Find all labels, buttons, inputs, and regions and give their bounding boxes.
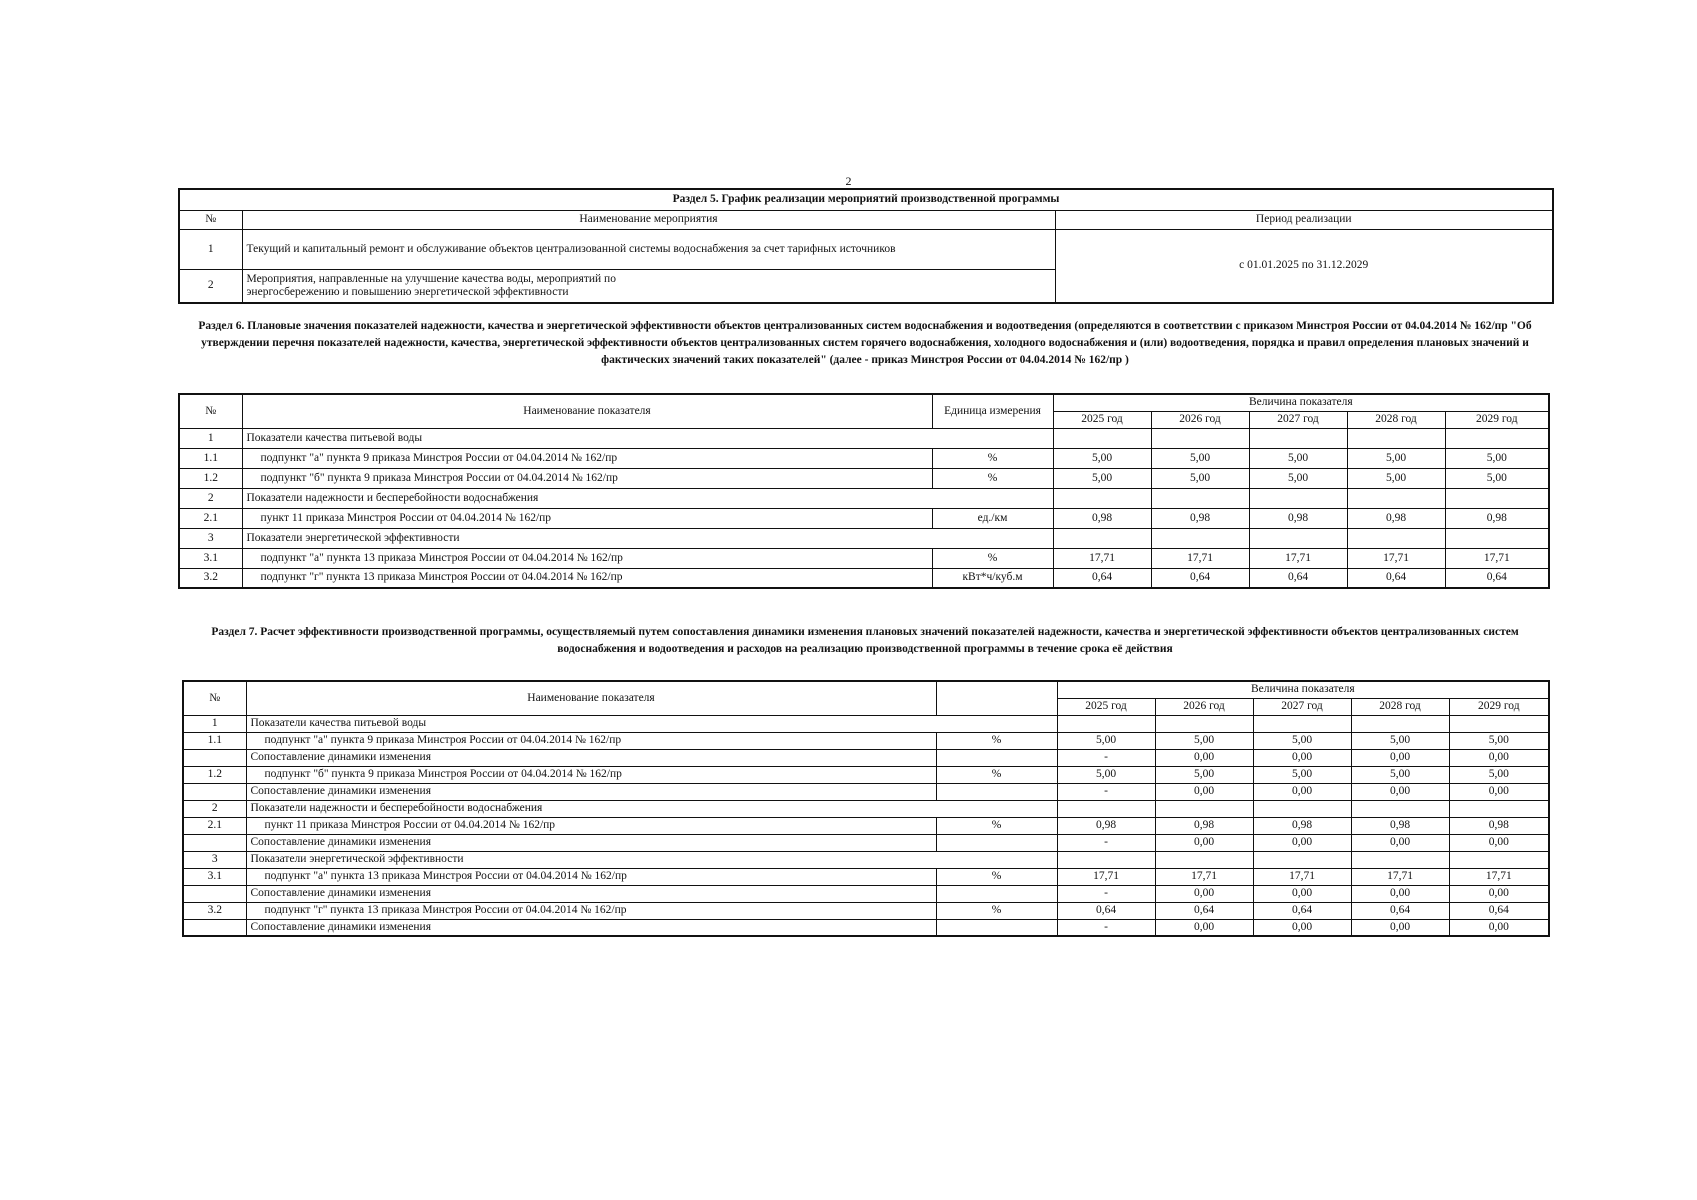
year-header: 2028 год (1351, 698, 1449, 715)
group-name: Показатели качества питьевой воды (242, 428, 1053, 448)
indicator-name: Сопоставление динамики изменения (246, 783, 936, 800)
row-number: 1 (179, 428, 242, 448)
section7-table (182, 680, 1550, 937)
section7-title: Раздел 7. Расчет эффективности производственной программы, осуществляемый путем сопоставления динамики изменения плановых значений показателей надежности, качества и энергетической эффективности объектов централизованных систем водоснабжения и водоотведения и расходов на реализацию производственной программы в течение срока её действия (211, 626, 1519, 655)
value-cell: 17,71 (1347, 548, 1445, 568)
value-cell: 0,98 (1347, 508, 1445, 528)
empty-cell (1249, 528, 1347, 548)
group-row (183, 715, 1549, 732)
empty-cell (1151, 428, 1249, 448)
year-header: 2029 год (1445, 411, 1549, 428)
empty-cell (1347, 488, 1445, 508)
table-row (183, 749, 1549, 766)
unit-cell (936, 834, 1057, 851)
row-number: 3.2 (183, 902, 246, 919)
value-cell: 0,98 (1053, 508, 1151, 528)
value-cell: 5,00 (1057, 766, 1155, 783)
table-row (183, 902, 1549, 919)
row-number (183, 834, 246, 851)
value-cell: 0,98 (1057, 817, 1155, 834)
group-name: Показатели энергетической эффективности (242, 528, 1053, 548)
unit-cell (936, 749, 1057, 766)
empty-cell (1449, 800, 1549, 817)
value-cell: 5,00 (1155, 732, 1253, 749)
period-value: с 01.01.2025 по 31.12.2029 (1055, 229, 1553, 303)
row-number: 2 (183, 800, 246, 817)
empty-cell (1053, 488, 1151, 508)
value-cell: 5,00 (1347, 468, 1445, 488)
col-no-header: № (183, 681, 246, 715)
empty-cell (1253, 851, 1351, 868)
value-cell: 17,71 (1249, 548, 1347, 568)
empty-cell (1155, 800, 1253, 817)
table-row (183, 783, 1549, 800)
indicator-name: Сопоставление динамики изменения (246, 919, 936, 936)
value-cell: 0,00 (1253, 919, 1351, 936)
row-number (183, 919, 246, 936)
value-cell: 5,00 (1445, 468, 1549, 488)
section6-table (178, 393, 1550, 589)
col-value-header: Величина показателя (1057, 681, 1549, 698)
value-cell: 5,00 (1449, 766, 1549, 783)
value-cell: 0,00 (1449, 783, 1549, 800)
section5-table (178, 188, 1554, 304)
col-value-header: Величина показателя (1053, 394, 1549, 411)
group-name: Показатели энергетической эффективности (246, 851, 1057, 868)
col-period-header: Период реализации (1055, 210, 1553, 229)
empty-cell (1053, 528, 1151, 548)
row-number (183, 885, 246, 902)
row-number: 2 (179, 488, 242, 508)
value-cell: 0,00 (1351, 749, 1449, 766)
empty-cell (1151, 528, 1249, 548)
value-cell: 0,00 (1155, 749, 1253, 766)
indicator-name: Сопоставление динамики изменения (246, 885, 936, 902)
group-name: Показатели надежности и бесперебойности водоснабжения (246, 800, 1057, 817)
empty-cell (1347, 428, 1445, 448)
col-unit-header-blank (936, 681, 1057, 715)
unit-cell: % (932, 548, 1053, 568)
section7-body (183, 715, 1549, 936)
value-cell: 17,71 (1445, 548, 1549, 568)
value-cell: - (1057, 885, 1155, 902)
indicator-name: подпункт "а" пункта 13 приказа Минстроя России от 04.04.2014 № 162/пр (242, 548, 932, 568)
value-cell: 0,98 (1253, 817, 1351, 834)
value-cell: 5,00 (1347, 448, 1445, 468)
value-cell: 0,00 (1351, 919, 1449, 936)
col-no-header: № (179, 210, 242, 229)
table-row (183, 919, 1549, 936)
year-header: 2025 год (1053, 411, 1151, 428)
row-number: 2.1 (179, 508, 242, 528)
empty-cell (1155, 715, 1253, 732)
section6-title: Раздел 6. Плановые значения показателей надежности, качества и энергетической эффективности объектов централизованных систем водоснабжения и водоотведения (определяются в соответствии с приказом Минстроя России от 04.04.2014 № 162/пр "Об утверждении перечня показателей надежности, качества, энергетической эффективности объектов централизованных систем горячего водоснабжения, холодного водоснабжения и (или) водоотведения, порядка и правил определения плановых значений и фактических значений таких показателей" (далее - приказ Минстроя России от 04.04.2014 № 162/пр ) (198, 320, 1532, 366)
page-number: 2 (845, 174, 852, 188)
indicator-name: пункт 11 приказа Минстроя России от 04.04.2014 № 162/пр (242, 508, 932, 528)
year-header: 2026 год (1151, 411, 1249, 428)
unit-cell: % (932, 468, 1053, 488)
value-cell: 0,00 (1253, 749, 1351, 766)
empty-cell (1249, 428, 1347, 448)
value-cell: 5,00 (1253, 732, 1351, 749)
empty-cell (1057, 851, 1155, 868)
unit-cell (936, 919, 1057, 936)
value-cell: 5,00 (1249, 468, 1347, 488)
value-cell: 0,00 (1449, 834, 1549, 851)
row-number: 1.2 (179, 468, 242, 488)
section5-title: Раздел 5. График реализации мероприятий производственной программы (179, 189, 1553, 210)
group-name: Показатели надежности и бесперебойности водоснабжения (242, 488, 1053, 508)
group-row (179, 428, 1549, 448)
col-no-header: № (179, 394, 242, 428)
unit-cell: % (936, 732, 1057, 749)
table-row (179, 448, 1549, 468)
unit-cell: % (932, 448, 1053, 468)
value-cell: 0,98 (1249, 508, 1347, 528)
value-cell: 0,98 (1445, 508, 1549, 528)
value-cell: 5,00 (1249, 448, 1347, 468)
empty-cell (1445, 428, 1549, 448)
indicator-name: подпункт "г" пункта 13 приказа Минстроя России от 04.04.2014 № 162/пр (242, 568, 932, 588)
indicator-name: подпункт "г" пункта 13 приказа Минстроя России от 04.04.2014 № 162/пр (246, 902, 936, 919)
row-number: 3 (179, 528, 242, 548)
unit-cell: % (936, 902, 1057, 919)
year-header: 2028 год (1347, 411, 1445, 428)
value-cell: 5,00 (1449, 732, 1549, 749)
group-name: Показатели качества питьевой воды (246, 715, 1057, 732)
col-indicator-name-header: Наименование показателя (242, 394, 932, 428)
unit-cell: % (936, 817, 1057, 834)
unit-cell: кВт*ч/куб.м (932, 568, 1053, 588)
row-number (183, 783, 246, 800)
col-indicator-name-header: Наименование показателя (246, 681, 936, 715)
value-cell: 17,71 (1253, 868, 1351, 885)
year-header: 2029 год (1449, 698, 1549, 715)
row-number (183, 749, 246, 766)
empty-cell (1351, 715, 1449, 732)
indicator-name: подпункт "а" пункта 13 приказа Минстроя России от 04.04.2014 № 162/пр (246, 868, 936, 885)
value-cell: 17,71 (1151, 548, 1249, 568)
empty-cell (1057, 800, 1155, 817)
section6-body (179, 428, 1549, 588)
event-name: Текущий и капитальный ремонт и обслуживание объектов централизованной системы водоснабжения за счет тарифных источников (242, 229, 1055, 269)
empty-cell (1351, 800, 1449, 817)
value-cell: 0,00 (1449, 919, 1549, 936)
group-row (179, 488, 1549, 508)
year-header: 2027 год (1253, 698, 1351, 715)
group-row (179, 528, 1549, 548)
empty-cell (1249, 488, 1347, 508)
indicator-name: подпункт "б" пункта 9 приказа Минстроя России от 04.04.2014 № 162/пр (246, 766, 936, 783)
value-cell: 0,64 (1445, 568, 1549, 588)
unit-cell: % (936, 868, 1057, 885)
table-row (179, 548, 1549, 568)
value-cell: 0,00 (1253, 834, 1351, 851)
value-cell: 5,00 (1445, 448, 1549, 468)
row-number: 2.1 (183, 817, 246, 834)
col-event-name-header: Наименование мероприятия (242, 210, 1055, 229)
group-row (183, 800, 1549, 817)
row-number: 3.1 (179, 548, 242, 568)
value-cell: 5,00 (1057, 732, 1155, 749)
unit-cell: % (936, 766, 1057, 783)
row-number: 1.1 (183, 732, 246, 749)
table-row (183, 766, 1549, 783)
value-cell: 0,64 (1151, 568, 1249, 588)
event-name (242, 269, 1055, 303)
col-unit-header: Единица измерения (932, 394, 1053, 428)
value-cell: 0,00 (1253, 885, 1351, 902)
table-row (183, 817, 1549, 834)
empty-cell (1351, 851, 1449, 868)
table-row (179, 468, 1549, 488)
value-cell: 17,71 (1057, 868, 1155, 885)
value-cell: 5,00 (1155, 766, 1253, 783)
value-cell: 5,00 (1053, 468, 1151, 488)
indicator-name: пункт 11 приказа Минстроя России от 04.04.2014 № 162/пр (246, 817, 936, 834)
value-cell: 5,00 (1351, 766, 1449, 783)
value-cell: - (1057, 834, 1155, 851)
row-number: 1 (183, 715, 246, 732)
table-row (183, 732, 1549, 749)
value-cell: 5,00 (1151, 448, 1249, 468)
table-row (183, 834, 1549, 851)
table-row (183, 885, 1549, 902)
empty-cell (1449, 715, 1549, 732)
unit-cell: ед./км (932, 508, 1053, 528)
value-cell: 0,00 (1351, 834, 1449, 851)
value-cell: 0,64 (1057, 902, 1155, 919)
value-cell: 5,00 (1053, 448, 1151, 468)
value-cell: 5,00 (1351, 732, 1449, 749)
value-cell: - (1057, 783, 1155, 800)
value-cell: 0,00 (1449, 749, 1549, 766)
value-cell: 0,64 (1351, 902, 1449, 919)
indicator-name: подпункт "а" пункта 9 приказа Минстроя России от 04.04.2014 № 162/пр (246, 732, 936, 749)
value-cell: 0,00 (1155, 834, 1253, 851)
value-cell: 17,71 (1053, 548, 1151, 568)
value-cell: 0,64 (1053, 568, 1151, 588)
value-cell: 0,00 (1155, 919, 1253, 936)
unit-cell (936, 783, 1057, 800)
table-row (179, 568, 1549, 588)
table-row (179, 508, 1549, 528)
value-cell: 0,00 (1351, 885, 1449, 902)
indicator-name: подпункт "а" пункта 9 приказа Минстроя России от 04.04.2014 № 162/пр (242, 448, 932, 468)
value-cell: 17,71 (1449, 868, 1549, 885)
empty-cell (1253, 800, 1351, 817)
value-cell: 0,64 (1347, 568, 1445, 588)
value-cell: - (1057, 749, 1155, 766)
event-name-text: Мероприятия, направленные на улучшение качества воды, мероприятий по энергосбережению и повышению энергетической эффективности (246, 273, 616, 298)
empty-cell (1449, 851, 1549, 868)
value-cell: 17,71 (1155, 868, 1253, 885)
empty-cell (1253, 715, 1351, 732)
row-number: 3 (183, 851, 246, 868)
value-cell: 0,00 (1155, 783, 1253, 800)
year-header: 2025 год (1057, 698, 1155, 715)
table-row (183, 868, 1549, 885)
value-cell: 17,71 (1351, 868, 1449, 885)
unit-cell (936, 885, 1057, 902)
value-cell: 5,00 (1151, 468, 1249, 488)
value-cell: 0,64 (1449, 902, 1549, 919)
row-number: 1.2 (183, 766, 246, 783)
empty-cell (1445, 488, 1549, 508)
value-cell: 0,98 (1351, 817, 1449, 834)
indicator-name: Сопоставление динамики изменения (246, 749, 936, 766)
year-header: 2027 год (1249, 411, 1347, 428)
row-number: 3.1 (183, 868, 246, 885)
empty-cell (1445, 528, 1549, 548)
value-cell: 0,64 (1253, 902, 1351, 919)
value-cell: 0,00 (1449, 885, 1549, 902)
value-cell: 0,00 (1253, 783, 1351, 800)
value-cell: 0,98 (1151, 508, 1249, 528)
value-cell: 0,64 (1155, 902, 1253, 919)
empty-cell (1057, 715, 1155, 732)
group-row (183, 851, 1549, 868)
value-cell: 0,64 (1249, 568, 1347, 588)
empty-cell (1155, 851, 1253, 868)
empty-cell (1151, 488, 1249, 508)
year-header: 2026 год (1155, 698, 1253, 715)
value-cell: 0,98 (1449, 817, 1549, 834)
value-cell: 0,00 (1351, 783, 1449, 800)
empty-cell (1053, 428, 1151, 448)
indicator-name: Сопоставление динамики изменения (246, 834, 936, 851)
empty-cell (1347, 528, 1445, 548)
row-number: 1.1 (179, 448, 242, 468)
value-cell: - (1057, 919, 1155, 936)
value-cell: 5,00 (1253, 766, 1351, 783)
row-number: 2 (179, 269, 242, 303)
row-number: 1 (179, 229, 242, 269)
row-number: 3.2 (179, 568, 242, 588)
value-cell: 0,00 (1155, 885, 1253, 902)
indicator-name: подпункт "б" пункта 9 приказа Минстроя России от 04.04.2014 № 162/пр (242, 468, 932, 488)
value-cell: 0,98 (1155, 817, 1253, 834)
